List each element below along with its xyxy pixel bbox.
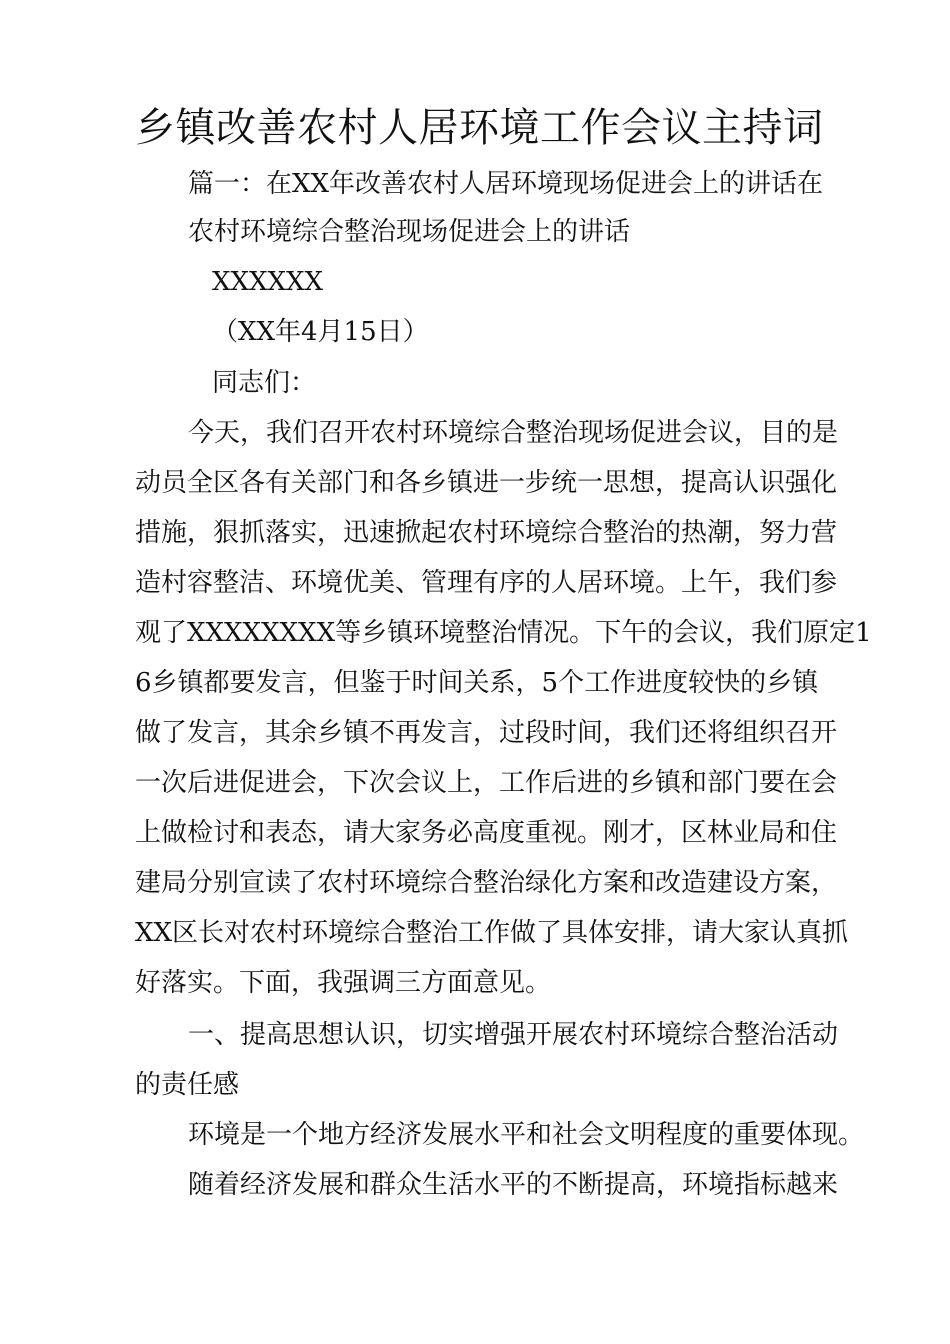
paragraph-line: 观了XXXXXXXX等乡镇环境整治情况。下午的会议，我们原定1 bbox=[135, 618, 872, 648]
section-heading-line-2: 的责任感 bbox=[135, 1070, 240, 1100]
paragraph-line: 上做检讨和表态，请大家务必高度重视。刚才，区林业局和住 bbox=[135, 818, 838, 848]
subtitle-line-1: 篇一：在XX年改善农村人居环境现场促进会上的讲话在 bbox=[188, 169, 824, 199]
subtitle-line-2: 农村环境综合整治现场促进会上的讲话 bbox=[188, 217, 631, 247]
paragraph-line: 做了发言，其余乡镇不再发言，过段时间，我们还将组织召开 bbox=[135, 718, 838, 748]
speech-date: （XX年4月15日） bbox=[212, 317, 429, 347]
paragraph-line: 动员全区各有关部门和各乡镇进一步统一思想，提高认识强化 bbox=[135, 468, 838, 498]
paragraph-line: 随着经济发展和群众生活水平的不断提高，环境指标越来 bbox=[188, 1170, 839, 1200]
paragraph-line: 环境是一个地方经济发展水平和社会文明程度的重要体现。 bbox=[188, 1120, 865, 1150]
section-heading-line-1: 一、提高思想认识，切实增强开展农村环境综合整治活动 bbox=[188, 1020, 839, 1050]
paragraph-line: 措施，狠抓落实，迅速掀起农村环境综合整治的热潮，努力营 bbox=[135, 518, 838, 548]
paragraph-line: 好落实。下面，我强调三方面意见。 bbox=[135, 968, 552, 998]
paragraph-line: 今天，我们召开农村环境综合整治现场促进会议，目的是 bbox=[188, 418, 839, 448]
paragraph-line: 造村容整洁、环境优美、管理有序的人居环境。上午，我们参 bbox=[135, 568, 838, 598]
salutation: 同志们： bbox=[212, 368, 317, 398]
speaker-name: XXXXXX bbox=[212, 267, 324, 297]
document-title: 乡镇改善农村人居环境工作会议主持词 bbox=[135, 105, 824, 151]
paragraph-line: XX区长对农村环境综合整治工作做了具体安排，请大家认真抓 bbox=[135, 918, 849, 948]
paragraph-line: 6乡镇都要发言，但鉴于时间关系，5个工作进度较快的乡镇 bbox=[135, 668, 819, 698]
paragraph-line: 建局分别宣读了农村环境综合整治绿化方案和改造建设方案， bbox=[135, 868, 838, 898]
paragraph-line: 一次后进促进会，下次会议上，工作后进的乡镇和部门要在会 bbox=[135, 768, 838, 798]
